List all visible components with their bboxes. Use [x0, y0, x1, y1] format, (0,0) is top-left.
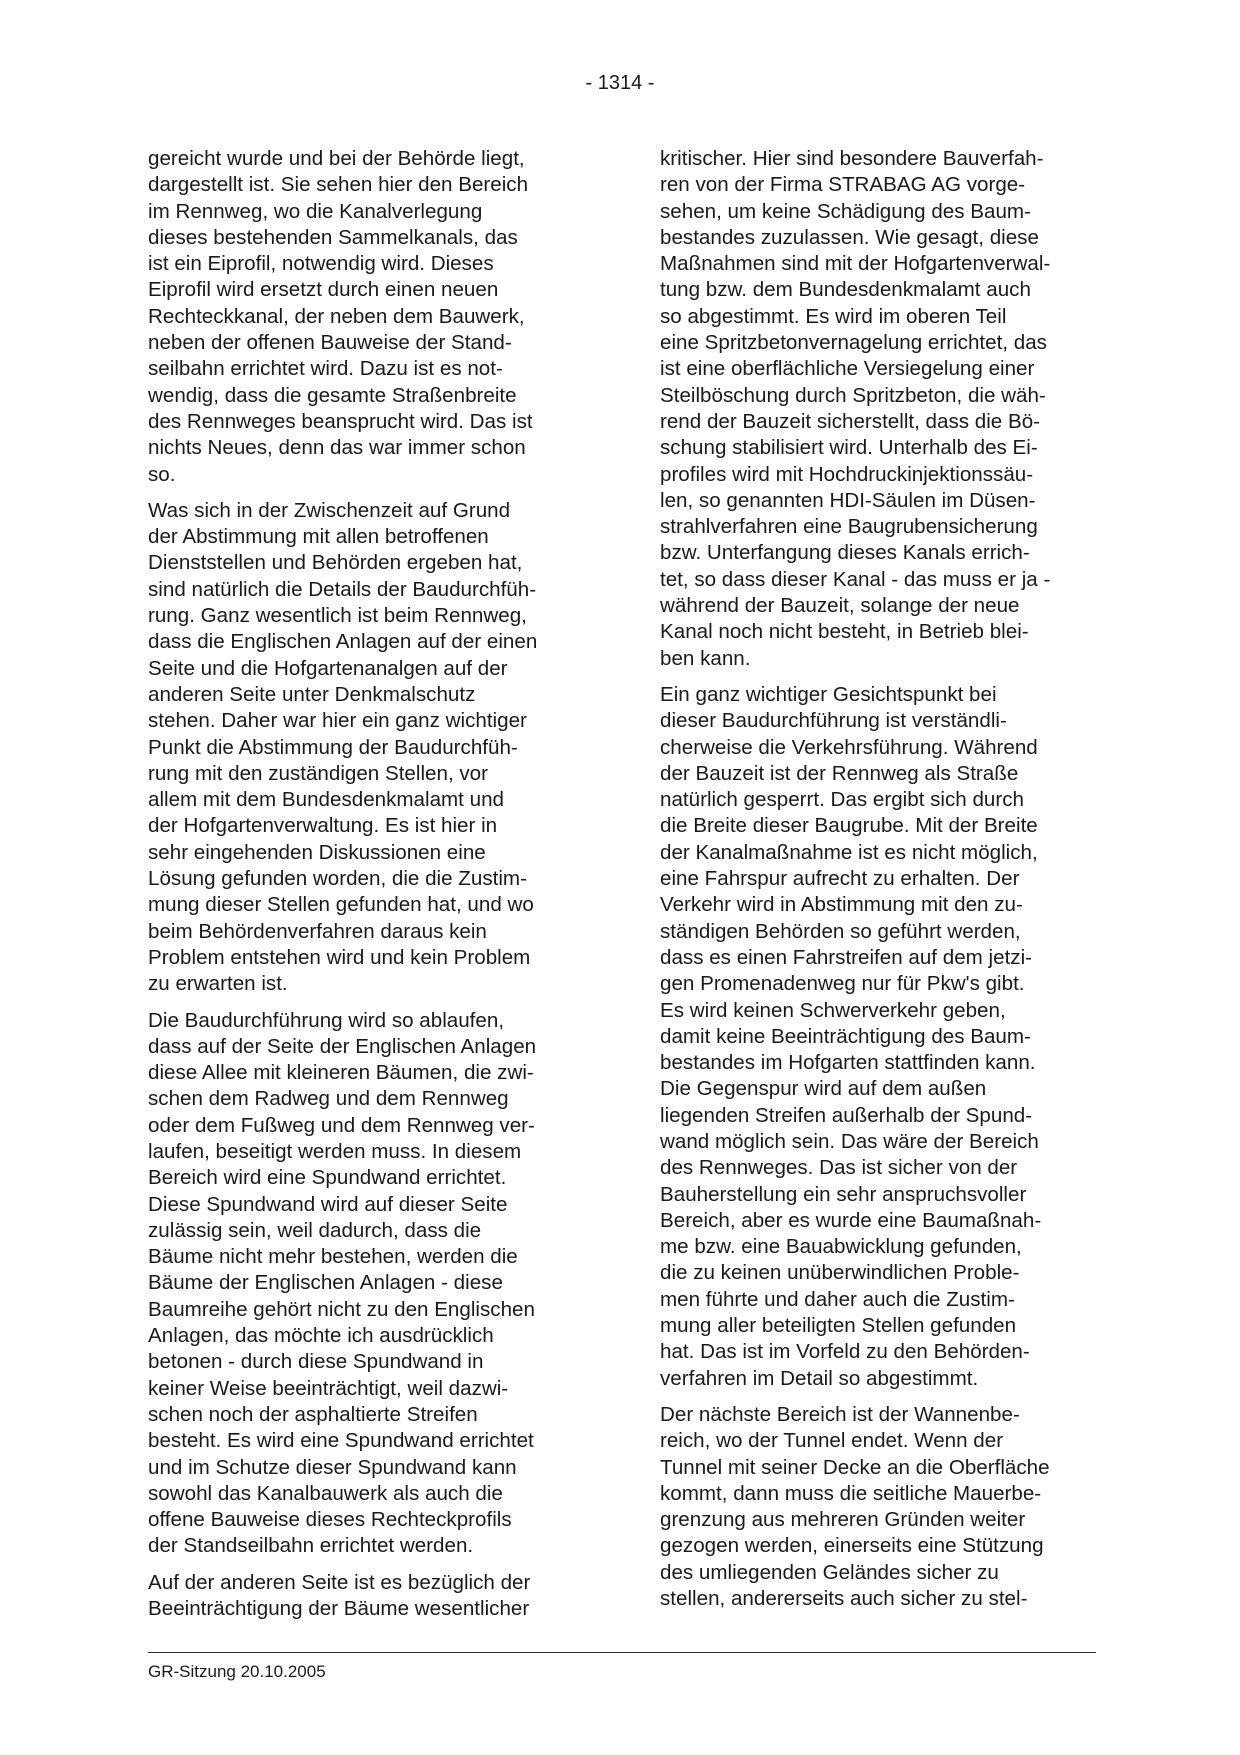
text-line: Diese Spundwand wird auf dieser Seite	[148, 1192, 508, 1216]
text-line: Problem entstehen wird und kein Problem	[148, 945, 531, 969]
text-line: Bäume der Englischen Anlagen - diese	[148, 1271, 503, 1295]
text-line: ben kann.	[660, 646, 751, 670]
text-line: Die Baudurchführung wird so ablaufen,	[148, 1008, 505, 1032]
text-line: Dienststellen und Behörden ergeben hat,	[148, 551, 523, 575]
text-line: rend der Bauzeit sicherstellt, dass die Bö-	[660, 409, 1041, 433]
text-line: dargestellt ist. Sie sehen hier den Bereich	[148, 173, 529, 197]
text-line: Was sich in der Zwischenzeit auf Grund	[148, 498, 511, 522]
text-line: Tunnel mit seiner Decke an die Oberfläche	[660, 1455, 1050, 1479]
text-line: wendig, dass die gesamte Straßenbreite	[148, 383, 517, 407]
text-line: sehr eingehenden Diskussionen eine	[148, 840, 486, 864]
text-line: len, so genannten HDI-Säulen im Düsen-	[660, 488, 1036, 512]
text-line: offene Bauweise dieses Rechteckprofils	[148, 1508, 512, 1532]
text-line: bestandes im Hofgarten stattfinden kann.	[660, 1051, 1036, 1075]
text-line: Seite und die Hofgartenanalgen auf der	[148, 656, 508, 680]
footer-session-date: GR-Sitzung 20.10.2005	[148, 1662, 326, 1681]
text-line: dieses bestehenden Sammelkanals, das	[148, 225, 518, 249]
text-line: Kanal noch nicht besteht, in Betrieb blei-	[660, 620, 1029, 644]
text-line: mung dieser Stellen gefunden hat, und wo	[148, 893, 534, 917]
text-line: dass es einen Fahrstreifen auf dem jetzi-	[660, 945, 1033, 969]
text-line: stellen, andererseits auch sicher zu stel-	[660, 1587, 1028, 1611]
text-line: Bereich wird eine Spundwand errichtet.	[148, 1166, 507, 1190]
paragraph	[148, 1008, 586, 1560]
text-line: betonen - durch diese Spundwand in	[148, 1350, 484, 1374]
text-line: bzw. Unterfangung dieses Kanals errich-	[660, 541, 1030, 565]
text-line: stehen. Daher war hier ein ganz wichtiger	[148, 709, 527, 733]
text-line: cherweise die Verkehrsführung. Während	[660, 735, 1038, 759]
left-column	[148, 146, 586, 1632]
text-line: natürlich gesperrt. Das ergibt sich durch	[660, 788, 1024, 812]
paragraph	[660, 1402, 1098, 1612]
text-line: oder dem Fußweg und dem Rennweg ver-	[148, 1113, 535, 1137]
text-line: dass auf der Seite der Englischen Anlagen	[148, 1034, 537, 1058]
text-line: beim Behördenverfahren daraus kein	[148, 919, 487, 943]
text-line: die zu keinen unüberwindlichen Proble-	[660, 1261, 1020, 1285]
text-line: kommt, dann muss die seitliche Mauerbe-	[660, 1481, 1042, 1505]
text-line: reich, wo der Tunnel endet. Wenn der	[660, 1429, 1004, 1453]
text-line: und im Schutze dieser Spundwand kann	[148, 1455, 517, 1479]
text-line: Punkt die Abstimmung der Baudurchfüh-	[148, 735, 518, 759]
text-line: ist eine oberflächliche Versiegelung einer	[660, 357, 1035, 381]
text-line: Eiprofil wird ersetzt durch einen neuen	[148, 278, 499, 302]
text-line: dieser Baudurchführung ist verständli-	[660, 709, 1007, 733]
text-line: Auf der anderen Seite ist es bezüglich der	[148, 1570, 531, 1594]
text-line: eine Spritzbetonvernagelung errichtet, das	[660, 331, 1047, 355]
text-line: men führte und daher auch die Zustim-	[660, 1287, 1015, 1311]
paragraph	[660, 682, 1098, 1392]
text-line: Ein ganz wichtiger Gesichtspunkt bei	[660, 682, 997, 706]
text-line: Der nächste Bereich ist der Wannenbe-	[660, 1402, 1020, 1426]
text-line: der Standseilbahn errichtet werden.	[148, 1534, 474, 1558]
text-line: dass die Englischen Anlagen auf der einen	[148, 630, 538, 654]
text-line: keiner Weise beeinträchtigt, weil dazwi-	[148, 1376, 509, 1400]
text-line: des Rennweges. Das ist sicher von der	[660, 1156, 1018, 1180]
text-line: wand möglich sein. Das wäre der Bereich	[660, 1129, 1039, 1153]
text-line: sowohl das Kanalbauwerk als auch die	[148, 1481, 503, 1505]
text-line: während der Bauzeit, solange der neue	[660, 594, 1020, 618]
text-line: schen dem Radweg und dem Rennweg	[148, 1087, 509, 1111]
paragraph	[148, 1570, 586, 1623]
text-line: Rechteckkanal, der neben dem Bauwerk,	[148, 304, 525, 328]
text-line: mung aller beteiligten Stellen gefunden	[660, 1314, 1017, 1338]
text-line: des Rennweges beansprucht wird. Das ist	[148, 409, 533, 433]
text-line: der Kanalmaßnahme ist es nicht möglich,	[660, 840, 1038, 864]
text-line: diese Allee mit kleineren Bäumen, die zwi-	[148, 1061, 534, 1085]
footer-divider	[148, 1652, 1096, 1653]
text-line: der Bauzeit ist der Rennweg als Straße	[660, 761, 1019, 785]
text-line: neben der offenen Bauweise der Stand-	[148, 331, 512, 355]
text-line: strahlverfahren eine Baugrubensicherung	[660, 515, 1038, 539]
text-line: rung. Ganz wesentlich ist beim Rennweg,	[148, 604, 527, 628]
text-line: die Breite dieser Baugrube. Mit der Breite	[660, 814, 1038, 838]
paragraph	[148, 498, 586, 998]
text-line: Anlagen, das möchte ich ausdrücklich	[148, 1324, 494, 1348]
right-column	[660, 146, 1098, 1622]
text-line: Bereich, aber es wurde eine Baumaßnah-	[660, 1208, 1042, 1232]
text-line: ständigen Behörden so geführt werden,	[660, 919, 1021, 943]
text-line: der Abstimmung mit allen betroffenen	[148, 525, 489, 549]
text-line: so abgestimmt. Es wird im oberen Teil	[660, 304, 1007, 328]
text-line: schen noch der asphaltierte Streifen	[148, 1402, 478, 1426]
text-line: grenzung aus mehreren Gründen weiter	[660, 1508, 1026, 1532]
text-line: profiles wird mit Hochdruckinjektionssäu-	[660, 462, 1034, 486]
text-line: rung mit den zuständigen Stellen, vor	[148, 761, 488, 785]
text-line: im Rennweg, wo die Kanalverlegung	[148, 199, 483, 223]
text-line: schung stabilisiert wird. Unterhalb des Ei-	[660, 436, 1038, 460]
text-line: Beeinträchtigung der Bäume wesentlicher	[148, 1597, 530, 1621]
text-line: kritischer. Hier sind besondere Bauverfah-	[660, 147, 1044, 170]
text-line: Steilböschung durch Spritzbeton, die wäh-	[660, 383, 1046, 407]
text-line: Es wird keinen Schwerverkehr geben,	[660, 998, 1006, 1022]
text-line: laufen, beseitigt werden muss. In diesem	[148, 1139, 522, 1163]
text-line: ist ein Eiprofil, notwendig wird. Dieses	[148, 252, 494, 276]
text-line: eine Fahrspur aufrecht zu erhalten. Der	[660, 867, 1020, 891]
text-line: sind natürlich die Details der Baudurchfüh-	[148, 577, 537, 601]
text-line: tung bzw. dem Bundesdenkmalamt auch	[660, 278, 1031, 302]
text-line: tet, so dass dieser Kanal - das muss er ja -	[660, 567, 1051, 591]
text-line: verfahren im Detail so abgestimmt.	[660, 1366, 979, 1390]
page-number: - 1314 -	[585, 72, 655, 94]
text-line: gereicht wurde und bei der Behörde liegt,	[148, 147, 525, 170]
text-line: Baumreihe gehört nicht zu den Englischen	[148, 1297, 535, 1321]
text-line: so.	[148, 462, 176, 486]
text-line: Bäume nicht mehr bestehen, werden die	[148, 1245, 518, 1269]
text-line: besteht. Es wird eine Spundwand errichtet	[148, 1429, 534, 1453]
text-line: Bauherstellung ein sehr anspruchsvoller	[660, 1182, 1027, 1206]
text-line: der Hofgartenverwaltung. Es ist hier in	[148, 814, 498, 838]
text-line: Lösung gefunden worden, die die Zustim-	[148, 867, 527, 891]
text-line: seilbahn errichtet wird. Dazu ist es not-	[148, 357, 503, 381]
text-line: sehen, um keine Schädigung des Baum-	[660, 199, 1031, 223]
text-line: damit keine Beeinträchtigung des Baum-	[660, 1024, 1031, 1048]
text-line: liegenden Streifen außerhalb der Spund-	[660, 1103, 1033, 1127]
text-line: bestandes zuzulassen. Wie gesagt, diese	[660, 225, 1039, 249]
text-line: me bzw. eine Bauabwicklung gefunden,	[660, 1235, 1022, 1259]
text-line: Maßnahmen sind mit der Hofgartenverwal-	[660, 252, 1051, 276]
text-line: nichts Neues, denn das war immer schon	[148, 436, 526, 460]
text-line: Verkehr wird in Abstimmung mit den zu-	[660, 893, 1023, 917]
paragraph	[660, 146, 1098, 672]
text-line: gen Promenadenweg nur für Pkw's gibt.	[660, 972, 1025, 996]
text-line: hat. Das ist im Vorfeld zu den Behörden-	[660, 1340, 1030, 1364]
text-line: allem mit dem Bundesdenkmalamt und	[148, 788, 504, 812]
text-line: Die Gegenspur wird auf dem außen	[660, 1077, 987, 1101]
paragraph	[148, 146, 586, 488]
text-line: zu erwarten ist.	[148, 972, 288, 996]
text-line: anderen Seite unter Denkmalschutz	[148, 682, 476, 706]
text-line: zulässig sein, weil dadurch, dass die	[148, 1218, 482, 1242]
text-line: gezogen werden, einerseits eine Stützung	[660, 1534, 1044, 1558]
text-line: ren von der Firma STRABAG AG vorge-	[660, 173, 1026, 197]
text-line: des umliegenden Geländes sicher zu	[660, 1560, 999, 1584]
